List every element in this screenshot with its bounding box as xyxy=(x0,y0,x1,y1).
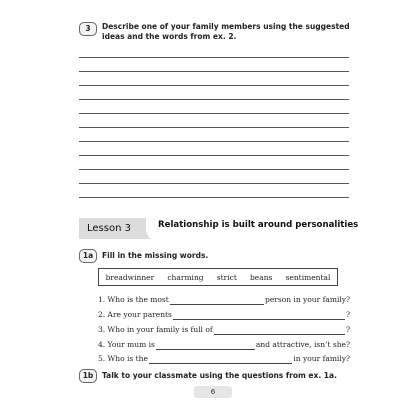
writing-line[interactable] xyxy=(79,183,349,184)
sentence-2 xyxy=(98,310,350,320)
sentence-text: and attractive, isn’t she? xyxy=(255,340,350,349)
writing-line[interactable] xyxy=(79,155,349,156)
sentence-5 xyxy=(98,354,350,364)
answer-blank[interactable] xyxy=(156,341,255,350)
word-box-item: breadwinner xyxy=(105,272,155,282)
exercise-number-badge: 1a xyxy=(79,249,97,263)
sentence-1 xyxy=(98,295,350,305)
answer-blank[interactable] xyxy=(170,296,264,305)
lesson-banner xyxy=(79,218,359,239)
sentence-3 xyxy=(98,325,350,335)
answer-blank[interactable] xyxy=(173,311,345,320)
sentence-text: ? xyxy=(345,325,350,334)
sentence-text: 3. Who in your family is full of xyxy=(98,325,213,334)
word-box-item: charming xyxy=(167,272,204,282)
writing-line[interactable] xyxy=(79,141,349,142)
writing-line[interactable] xyxy=(79,127,349,128)
writing-line[interactable] xyxy=(79,57,349,58)
lesson-title: Relationship is built around personalities xyxy=(158,220,359,230)
task-3-header xyxy=(79,22,354,42)
page-number-tab xyxy=(194,386,232,398)
word-box-item: sentimental xyxy=(285,272,331,282)
lesson-label: Lesson 3 xyxy=(87,223,131,234)
sentence-text: 1. Who is the most xyxy=(98,295,169,304)
word-box-item: beans xyxy=(250,272,273,282)
word-box-item: strict xyxy=(216,272,237,282)
exercise-1a-header xyxy=(79,249,208,263)
writing-line[interactable] xyxy=(79,113,349,114)
writing-line[interactable] xyxy=(79,99,349,100)
writing-line[interactable] xyxy=(79,85,349,86)
task-3-instruction: Describe one of your family members using the suggested ideas and the words from ex. 2. xyxy=(102,22,350,41)
exercise-number-badge: 1b xyxy=(79,369,97,383)
sentence-text: in your family? xyxy=(293,354,350,363)
answer-blank[interactable] xyxy=(214,326,345,335)
word-box xyxy=(98,268,338,286)
sentence-text: person in your family? xyxy=(265,295,350,304)
exercise-1b-instruction: Talk to your classmate using the questions from ex. 1a. xyxy=(102,371,337,380)
lesson-title-box xyxy=(146,215,359,241)
answer-blank[interactable] xyxy=(149,355,293,364)
writing-line[interactable] xyxy=(79,71,349,72)
sentence-text: 4. Your mum is xyxy=(98,340,155,349)
page-number: 6 xyxy=(210,388,216,396)
exercise-1a-instruction: Fill in the missing words. xyxy=(102,251,209,260)
task-number-badge: 3 xyxy=(79,22,97,36)
sentence-text: 2. Are your parents xyxy=(98,310,172,319)
sentence-text: 5. Who is the xyxy=(98,354,148,363)
exercise-1b-header xyxy=(79,369,337,383)
sentence-4 xyxy=(98,340,350,350)
writing-line[interactable] xyxy=(79,197,349,198)
writing-line[interactable] xyxy=(79,169,349,170)
sentence-text: ? xyxy=(345,310,350,319)
